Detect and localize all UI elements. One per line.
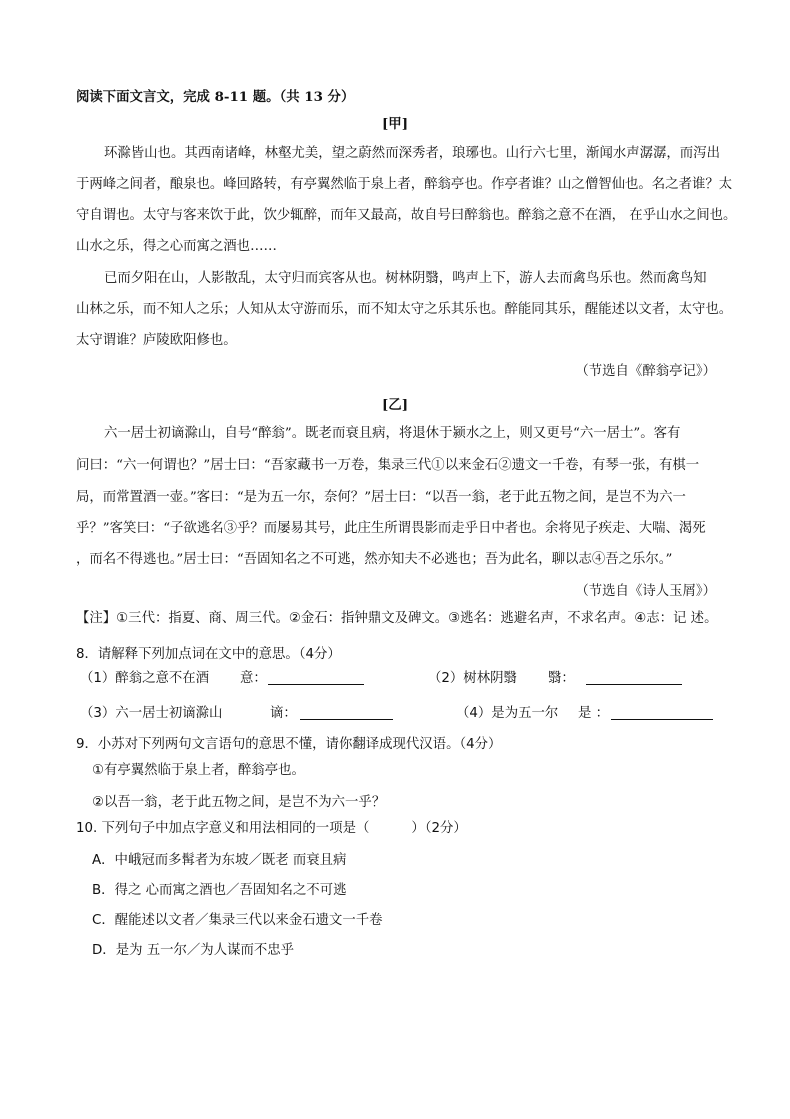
annotation-note: 【注】①三代：指夏、商、周三代。②金石：指钟鼎文及碑文。③逃名：逃避名声，不求名声。④志：记 述。 [76,611,718,626]
passage-a-line: 已而夕阳在山，人影散乱，太守归而宾客从也。树林阴翳，鸣声上下，游人去而禽鸟乐也。然而禽鸟知 [104,271,707,286]
question-10-stem-part-a: 10. 下列句子中加点字意义和用法相同的一项是（ [76,821,370,836]
q8-answer-blank-2[interactable] [586,670,682,685]
passage-a-source: （节选自《醉翁亭记》） [575,364,716,379]
passage-b-line: 局，而常置酒一壶。”客曰：“是为五一尔，奈何？”居士曰：“以吾一翁，老于此五物之间，是岂不为六一 [76,490,686,505]
q9-sentence-2: ②以吾一翁，老于此五物之间，是岂不为六一乎？ [92,795,386,810]
passage-a-line: 守自谓也。太守与客来饮于此，饮少辄醉，而年又最高，故自号曰醉翁也。醉翁之意不在酒， 在乎山水之间也。 [76,208,737,223]
q9-sentence-1: ①有亭翼然临于泉上者，醉翁亭也。 [92,763,305,778]
q10-option-d: D．是为 五一尔／为人谋而不忠乎 [92,943,295,958]
passage-b-marker: [乙] [381,397,409,413]
q8-item-1: （1）醉翁之意不在酒 [80,671,210,686]
passage-a-line: 太守谓谁？庐陵欧阳修也。 [76,333,237,348]
q8-item-4: （4）是为五一尔 [456,706,559,721]
passage-b-line: 乎？”客笑曰：“子欲逃名③乎？而屡易其号，此庄生所谓畏影而走乎日中者也。余将见子疾走、大喘、渴死 [76,521,706,536]
question-10-stem-part-b: ）（2分） [411,821,467,836]
q8-item-3-label: 谪： [270,706,297,721]
passage-b-source: （节选自《诗人玉屑》） [575,584,716,599]
q10-option-b: B．得之 心而寓之酒也／吾固知名之不可逃 [92,883,347,898]
q8-item-1-label: 意： [240,671,267,686]
passage-b-line: 问曰：“六一何谓也？”居士曰：“吾家藏书一万卷，集录三代①以来金石②遗文一千卷，有琴一张，有棋一 [76,458,700,473]
passage-a-line: 于两峰之间者，酿泉也。峰回路转，有亭翼然临于泉上者，醉翁亭也。作亭者谁？山之僧智仙也。名之者谁？太 [76,177,733,192]
passage-a-line: 山水之乐，得之心而寓之酒也…… [76,239,277,254]
section-heading: 阅读下面文言文，完成 8-11 题。（共 13 分） [76,89,355,105]
q10-option-a: A．中峨冠而多髯者为东坡／既老 而衰且病 [92,853,347,868]
passage-b-line: ，而名不得逃也。”居士曰：“吾固知名之不可逃，然亦知夫不必逃也；吾为此名，聊以志④吾之乐尔。” [76,552,673,567]
passage-b-line: 六一居士初谪滁山，自号“醉翁”。既老而衰且病，将退休于颍水之上，则又更号“六一居士”。客有 [104,426,681,441]
q10-option-c: C．醒能述以文者／集录三代以来金石遗文一千卷 [92,913,383,928]
q8-answer-blank-3[interactable] [300,705,393,720]
passage-a-line: 环滁皆山也。其西南诸峰，林壑尤美，望之蔚然而深秀者，琅琊也。山行六七里，渐闻水声潺潺，而泻出 [104,146,720,161]
passage-a-marker: [甲] [381,116,409,132]
q8-answer-blank-1[interactable] [268,670,364,685]
question-10-stem [76,820,467,838]
q8-item-2-label: 翳： [548,671,575,686]
q8-item-2: （2）树林阴翳 [428,671,517,686]
q8-answer-blank-4[interactable] [611,705,713,720]
q8-item-3: （3）六一居士初谪滁山 [80,706,223,721]
passage-a-line: 山林之乐，而不知人之乐；人知从太守游而乐，而不知太守之乐其乐也。醉能同其乐，醒能述以文者，太守也。 [76,302,733,317]
question-9-stem: 9．小苏对下列两句文言语句的意思不懂，请你翻译成现代汉语。（4分） [76,737,502,752]
question-8-stem: 8．请解释下列加点词在文中的意思。（4分） [76,647,341,662]
q8-item-4-label: 是 ： [578,706,610,721]
